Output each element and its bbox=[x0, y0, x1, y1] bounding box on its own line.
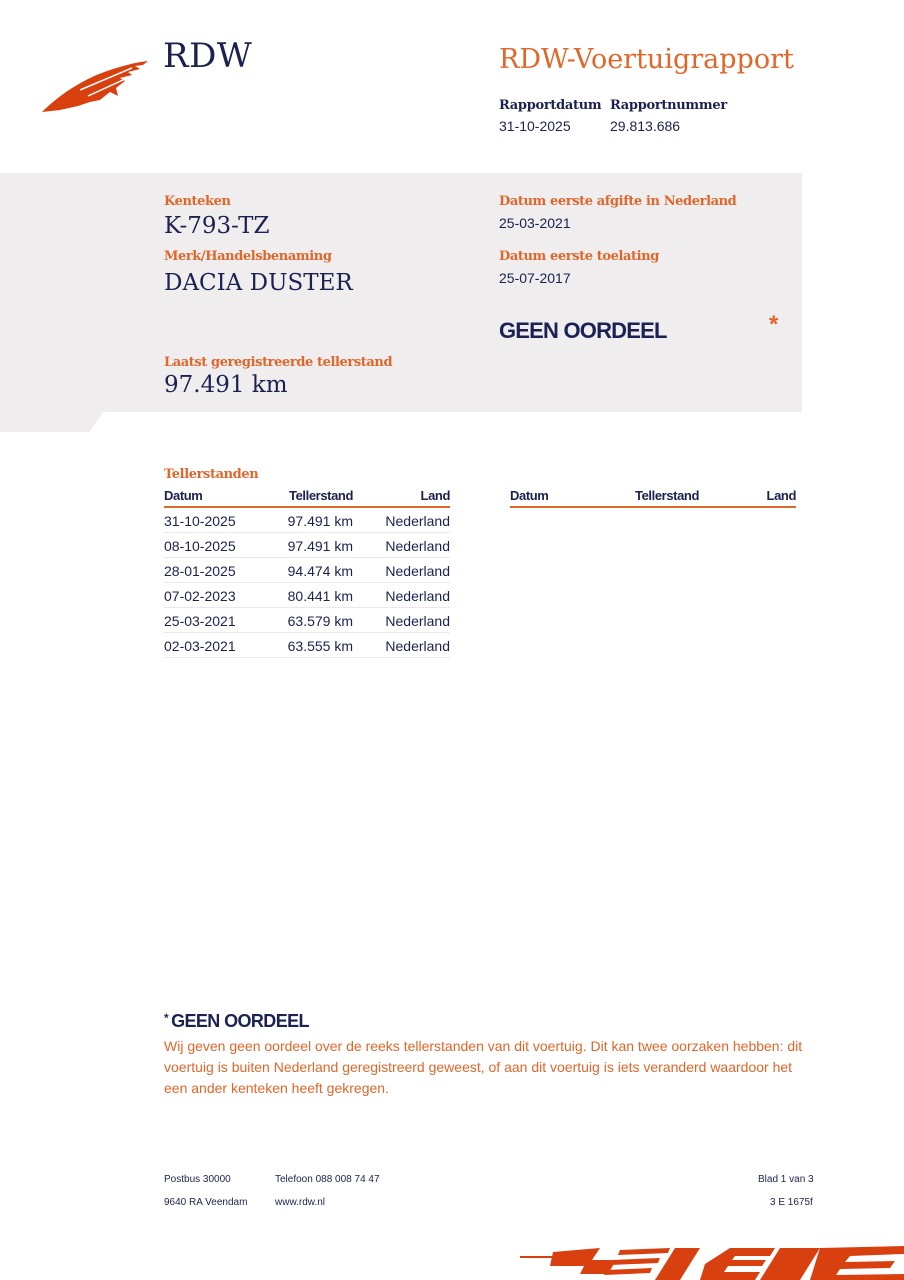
column-header-odometer: Tellerstand bbox=[289, 488, 353, 503]
odometer-table-title: Tellerstanden bbox=[164, 467, 259, 482]
rdw-logo-feather-icon bbox=[40, 56, 150, 114]
cell-odometer: 94.474 km bbox=[287, 563, 353, 579]
odometer-table-left bbox=[164, 488, 450, 658]
table-row bbox=[164, 633, 450, 658]
table-header bbox=[510, 488, 796, 508]
cell-country: Nederland bbox=[385, 538, 450, 554]
verdict-footnote-marker: * bbox=[769, 311, 779, 338]
panel-tab-decoration bbox=[0, 411, 104, 432]
footnote-title bbox=[164, 1011, 309, 1032]
first-issue-nl-value: 25-03-2021 bbox=[499, 215, 571, 231]
report-number: 29.813.686 bbox=[610, 118, 681, 134]
column-header-country: Land bbox=[766, 488, 796, 503]
table-row bbox=[164, 558, 450, 583]
first-admission-value: 25-07-2017 bbox=[499, 270, 571, 286]
cell-date: 02-03-2021 bbox=[164, 638, 236, 654]
cell-odometer: 63.555 km bbox=[287, 638, 353, 654]
column-header-date: Datum bbox=[510, 488, 549, 503]
odometer-table-right bbox=[510, 488, 796, 508]
cell-odometer: 97.491 km bbox=[287, 538, 353, 554]
last-odometer-label: Laatst geregistreerde tellerstand bbox=[164, 355, 393, 370]
rdw-footer-stripes-graphic bbox=[520, 1244, 904, 1280]
footer-page-number: Blad 1 van 3 bbox=[758, 1174, 814, 1185]
footnote-text: Wij geven geen oordeel over de reeks tellerstanden van dit voertuig. Dit kan twee oorzaken hebben: dit voertuig is buiten Nederland geregistreerd geweest, of aan dit voertuig is iets veranderd waardoor het een ander kenteken heeft gekregen. bbox=[164, 1038, 803, 1096]
cell-date: 28-01-2025 bbox=[164, 563, 236, 579]
cell-country: Nederland bbox=[385, 513, 450, 529]
table-row bbox=[164, 508, 450, 533]
footnote-title-text: GEEN OORDEEL bbox=[171, 1011, 309, 1031]
cell-country: Nederland bbox=[385, 563, 450, 579]
last-odometer-value: 97.491 km bbox=[164, 372, 288, 398]
first-admission-label: Datum eerste toelating bbox=[499, 249, 659, 264]
cell-date: 31-10-2025 bbox=[164, 513, 236, 529]
cell-odometer: 80.441 km bbox=[287, 588, 353, 604]
cell-country: Nederland bbox=[385, 613, 450, 629]
table-row bbox=[164, 608, 450, 633]
report-date: 31-10-2025 bbox=[499, 118, 571, 134]
footer-document-code: 3 E 1675f bbox=[770, 1197, 813, 1208]
column-header-odometer: Tellerstand bbox=[635, 488, 699, 503]
footer-address-line1: Postbus 30000 bbox=[164, 1174, 231, 1185]
plate-label: Kenteken bbox=[164, 194, 231, 209]
verdict-badge: GEEN OORDEEL bbox=[499, 318, 667, 343]
report-number-label: Rapportnummer bbox=[610, 98, 727, 113]
report-date-label: Rapportdatum bbox=[499, 98, 602, 113]
cell-country: Nederland bbox=[385, 588, 450, 604]
column-header-country: Land bbox=[420, 488, 450, 503]
cell-odometer: 63.579 km bbox=[287, 613, 353, 629]
cell-date: 07-02-2023 bbox=[164, 588, 236, 604]
column-header-date: Datum bbox=[164, 488, 203, 503]
cell-odometer: 97.491 km bbox=[287, 513, 353, 529]
cell-country: Nederland bbox=[385, 638, 450, 654]
table-row bbox=[164, 583, 450, 608]
brand-label: Merk/Handelsbenaming bbox=[164, 249, 332, 264]
footer-address-line2: 9640 RA Veendam bbox=[164, 1197, 248, 1208]
report-title: RDW-Voertuigrapport bbox=[499, 44, 794, 75]
table-row bbox=[164, 533, 450, 558]
first-issue-nl-label: Datum eerste afgifte in Nederland bbox=[499, 194, 737, 209]
cell-date: 08-10-2025 bbox=[164, 538, 236, 554]
table-header bbox=[164, 488, 450, 508]
brand-value: DACIA DUSTER bbox=[164, 270, 353, 296]
footer-website-link[interactable]: www.rdw.nl bbox=[275, 1197, 326, 1208]
footer-phone: Telefoon 088 008 74 47 bbox=[275, 1174, 380, 1185]
rdw-logo-text: RDW bbox=[163, 36, 253, 76]
plate-value: K-793-TZ bbox=[164, 213, 270, 239]
cell-date: 25-03-2021 bbox=[164, 613, 236, 629]
footnote-marker: * bbox=[164, 1011, 169, 1025]
